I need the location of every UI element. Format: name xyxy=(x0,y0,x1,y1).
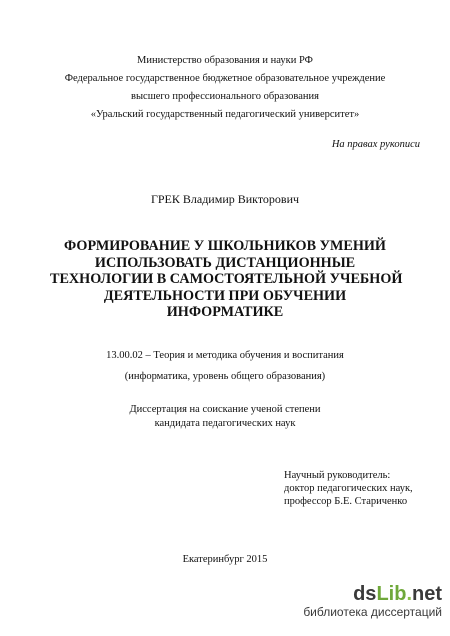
author-name: ГРЕК Владимир Викторович xyxy=(150,192,300,206)
title-line: ИНФОРМАТИКЕ xyxy=(166,304,284,321)
title-line: ФОРМИРОВАНИЕ У ШКОЛЬНИКОВ УМЕНИЙ xyxy=(64,238,386,254)
degree-line-2: кандидата педагогических наук xyxy=(154,418,296,429)
manuscript-note: На правах рукописи xyxy=(331,139,420,150)
title-line: ИСПОЛЬЗОВАТЬ ДИСТАНЦИОННЫЕ xyxy=(94,254,356,271)
institution-line-3: «Уральский государственный педагогический университет» xyxy=(90,109,360,120)
institution-line-2: высшего профессионального образования xyxy=(131,91,319,102)
specialty-code: 13.00.02 – Теория и методика обучения и воспитания xyxy=(106,350,344,361)
city-year: Екатеринбург 2015 xyxy=(182,554,268,565)
dslib-watermark[interactable] xyxy=(303,583,442,619)
supervisor-label: Научный руководитель: xyxy=(284,470,391,481)
logo-dot: . xyxy=(406,583,412,605)
dissertation-title xyxy=(50,238,403,321)
title-line: ДЕЯТЕЛЬНОСТИ ПРИ ОБУЧЕНИИ xyxy=(103,287,347,304)
logo-net: net xyxy=(412,583,442,605)
logo-ds: ds xyxy=(353,583,377,605)
degree-line-1: Диссертация на соискание ученой степени xyxy=(129,404,321,415)
institution-line-1: Федеральное государственное бюджетное образовательное учреждение xyxy=(64,73,386,84)
ministry-line: Министерство образования и науки РФ xyxy=(137,55,313,66)
logo-lib: Lib xyxy=(376,583,407,605)
supervisor-block xyxy=(284,469,413,508)
supervisor-degree: доктор педагогических наук, xyxy=(284,483,413,494)
supervisor-name: профессор Б.Е. Стариченко xyxy=(284,496,408,507)
title-line: ТЕХНОЛОГИИ В САМОСТОЯТЕЛЬНОЙ УЧЕБНОЙ xyxy=(50,271,403,288)
dslib-logo xyxy=(303,583,442,605)
watermark-subtitle: библиотека диссертаций xyxy=(303,605,442,619)
specialty-detail: (информатика, уровень общего образования) xyxy=(124,371,326,382)
